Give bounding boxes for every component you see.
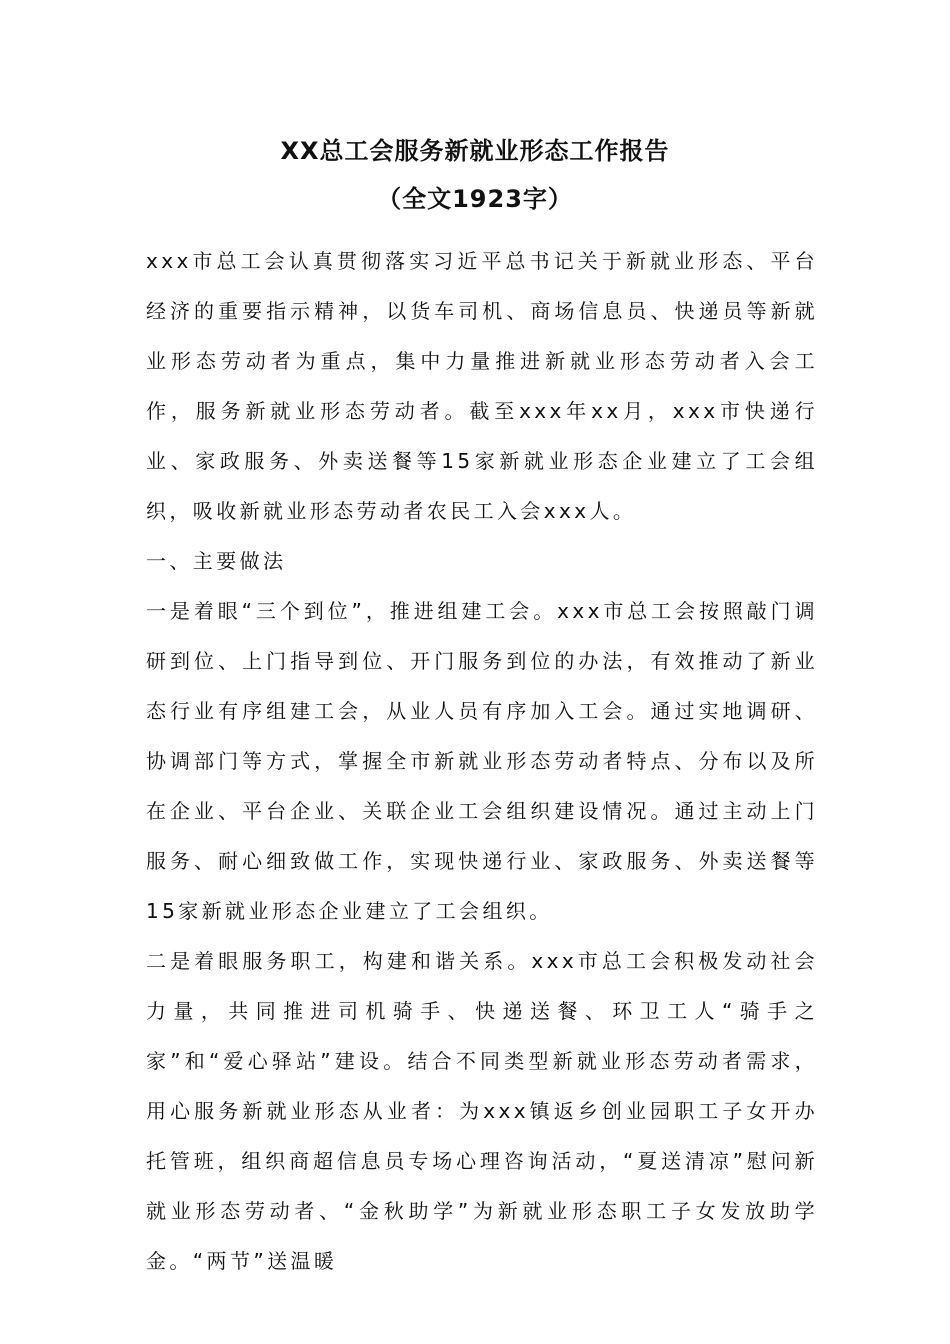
section-heading-main-practices: 一、主要做法 (146, 549, 287, 573)
document-body (146, 236, 818, 1286)
paragraph-intro: xxx市总工会认真贯彻落实习近平总书记关于新就业形态、平台经济的重要指示精神，以货车司机、商场信息员、快递员等新就业形态劳动者为重点，集中力量推进新就业形态劳动者入会工作，服务新就业形态劳动者。截至xxx年xx月，xxx市快递行业、家政服务、外卖送餐等15家新就业形态企业建立了工会组织，吸收新就业形态劳动者农民工入会xxx人。 (146, 249, 818, 523)
paragraph-point-two: 二是着眼服务职工，构建和谐关系。xxx市总工会积极发动社会力量，共同推进司机骑手、快递送餐、环卫工人“骑手之家”和“爱心驿站”建设。结合不同类型新就业形态劳动者需求，用心服务新就业形态从业者：为xxx镇返乡创业园职工子女开办托管班，组织商超信息员专场心理咨询活动，“夏送清凉”慰问新就业形态劳动者、“金秋助学”为新就业形态职工子女发放助学金。“两节”送温暖 (146, 949, 818, 1273)
paragraph-point-one: 一是着眼“三个到位”，推进组建工会。xxx市总工会按照敲门调研到位、上门指导到位、开门服务到位的办法，有效推动了新业态行业有序组建工会，从业人员有序加入工会。通过实地调研、协调部门等方式，掌握全市新就业形态劳动者特点、分布以及所在企业、平台企业、关联企业工会组织建设情况。通过主动上门服务、耐心细致做工作，实现快递行业、家政服务、外卖送餐等15家新就业形态企业建立了工会组织。 (146, 599, 818, 923)
document-title: XX总工会服务新就业形态工作报告 (280, 137, 670, 165)
document-subtitle: （全文1923字） (377, 185, 573, 213)
